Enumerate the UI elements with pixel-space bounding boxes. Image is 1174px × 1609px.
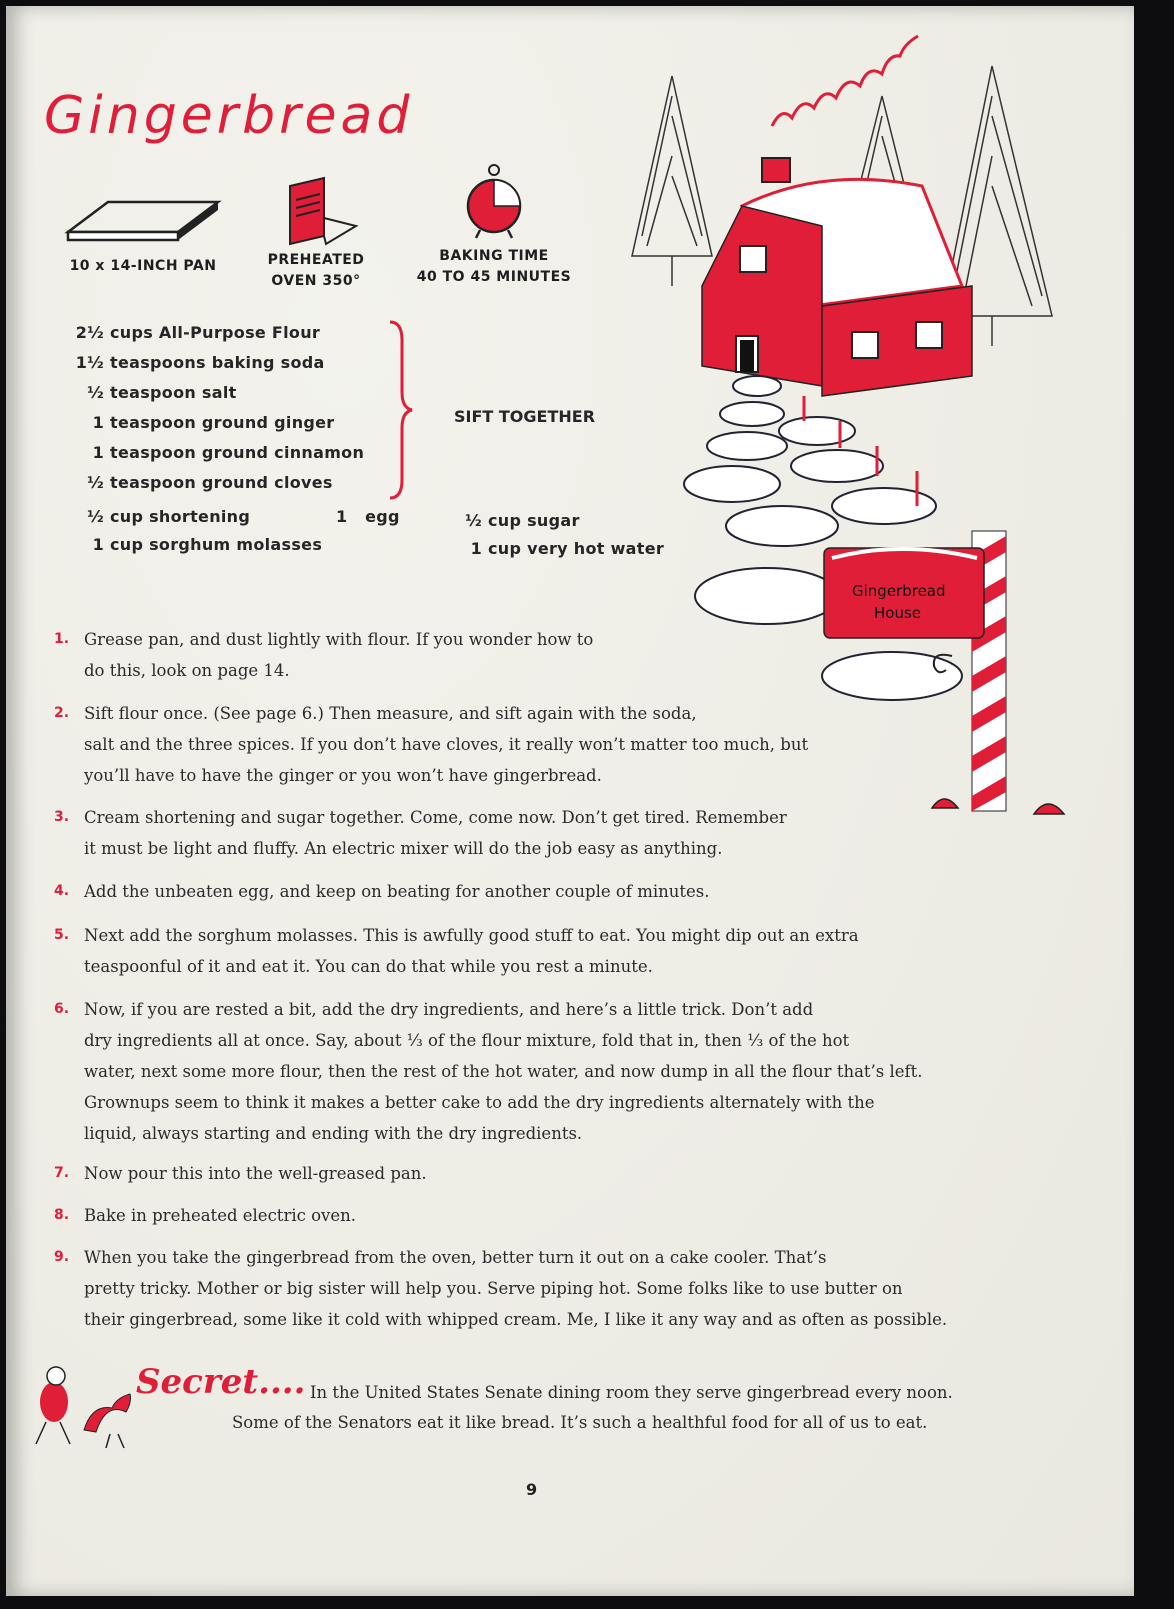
ingredient-row: 1 egg (336, 507, 400, 526)
ingredient-row: 1 teaspoon ground ginger (92, 413, 335, 432)
ingredient-row: ½ teaspoon ground cloves (87, 473, 333, 492)
pan-info (58, 192, 228, 277)
step-item: 9. When you take the gingerbread from the oven, better turn it out on a cake cooler. That’s pretty tricky. Mother or big sister will help you. Serve piping hot. Some folks like to use butter on their gingerbread, some like it cold with whipped cream. Me, I like it any way and as often as possible. (54, 1248, 948, 1329)
cookbook-page (6, 6, 1134, 1596)
oven-icon (266, 178, 366, 246)
brace-icon (386, 320, 416, 500)
step-item: 7. Now pour this into the well-greased pan. (54, 1164, 427, 1183)
recipe-title: Gingerbread (44, 86, 414, 146)
ingredient-row: 2½ cups All-Purpose Flour (75, 323, 321, 342)
step-item: 1. Grease pan, and dust lightly with flour. If you wonder how to do this, look on page 14. (54, 630, 594, 680)
step-item: 4. Add the unbeaten egg, and keep on beating for another couple of minutes. (54, 882, 710, 901)
oven-label-2: OVEN 350° (271, 273, 361, 289)
mailbox-label-1: Gingerbread (852, 582, 946, 600)
house-icon (702, 158, 972, 396)
ingredient-row: 1 cup sorghum molasses (92, 535, 323, 554)
pan-size-label: 10 x 14-INCH PAN (69, 258, 217, 274)
ingredient-row: ½ teaspoon salt (87, 383, 237, 402)
timer-info (404, 162, 584, 288)
ingredient-row: 1 cup very hot water (470, 539, 665, 558)
sifted-ingredients-list (68, 318, 364, 498)
ingredient-row: ½ cup sugar (465, 511, 580, 530)
step-item: 2. Sift flour once. (See page 6.) Then measure, and sift again with the soda, salt and the three spices. If you don’t have cloves, it really won’t matter too much, but you’ll have to have the ginger or you won’t have gingerbread. (54, 704, 809, 785)
baking-time-value: 40 TO 45 MINUTES (416, 269, 572, 285)
page-number: 9 (526, 1480, 538, 1499)
sift-together-label: SIFT TOGETHER (454, 407, 596, 426)
baking-time-label: BAKING TIME (439, 248, 549, 264)
timer-icon (454, 162, 534, 242)
step-item: 8. Bake in preheated electric oven. (54, 1206, 356, 1225)
secret-text: In the United States Senate dining room they serve gingerbread every noon. Some of the Senators eat it like bread. It’s such a healthful food for all of us to eat. (232, 1383, 953, 1432)
pine-tree-icon (632, 76, 712, 286)
ingredient-row: ½ cup shortening (87, 507, 251, 526)
chef-and-rooster-icon (26, 1352, 136, 1462)
step-item: 5. Next add the sorghum molasses. This is awfully good stuff to eat. You might dip out an extra teaspoonful of it and eat it. You can do that while you rest a minute. (54, 926, 859, 976)
step-item: 6. Now, if you are rested a bit, add the dry ingredients, and here’s a little trick. Don’t add dry ingredients all at once. Say, about ⅓ of the flour mixture, fold that in, then ⅓ of the hot water, next some more flour, then the rest of the hot water, and now dump in all the flour that’s left. Grownups seem to think it makes a better cake to add the dry ingredients alternately with the liquid, always starting and ending with the dry ingredients. (54, 1000, 923, 1143)
ingredient-row: 1½ teaspoons baking soda (75, 353, 325, 372)
step-item: 3. Cream shortening and sugar together. Come, come now. Don’t get tired. Remember it must be light and fluffy. An electric mixer will do the job easy as anything. (54, 808, 787, 858)
stepping-stones (684, 376, 962, 700)
secret-label: Secret.... (136, 1362, 306, 1402)
ingredient-row: 1 teaspoon ground cinnamon (92, 443, 365, 462)
oven-label-1: PREHEATED (267, 252, 365, 268)
oven-info (256, 178, 376, 292)
baking-pan-icon (58, 192, 228, 252)
mailbox-label-2: House (874, 604, 922, 622)
